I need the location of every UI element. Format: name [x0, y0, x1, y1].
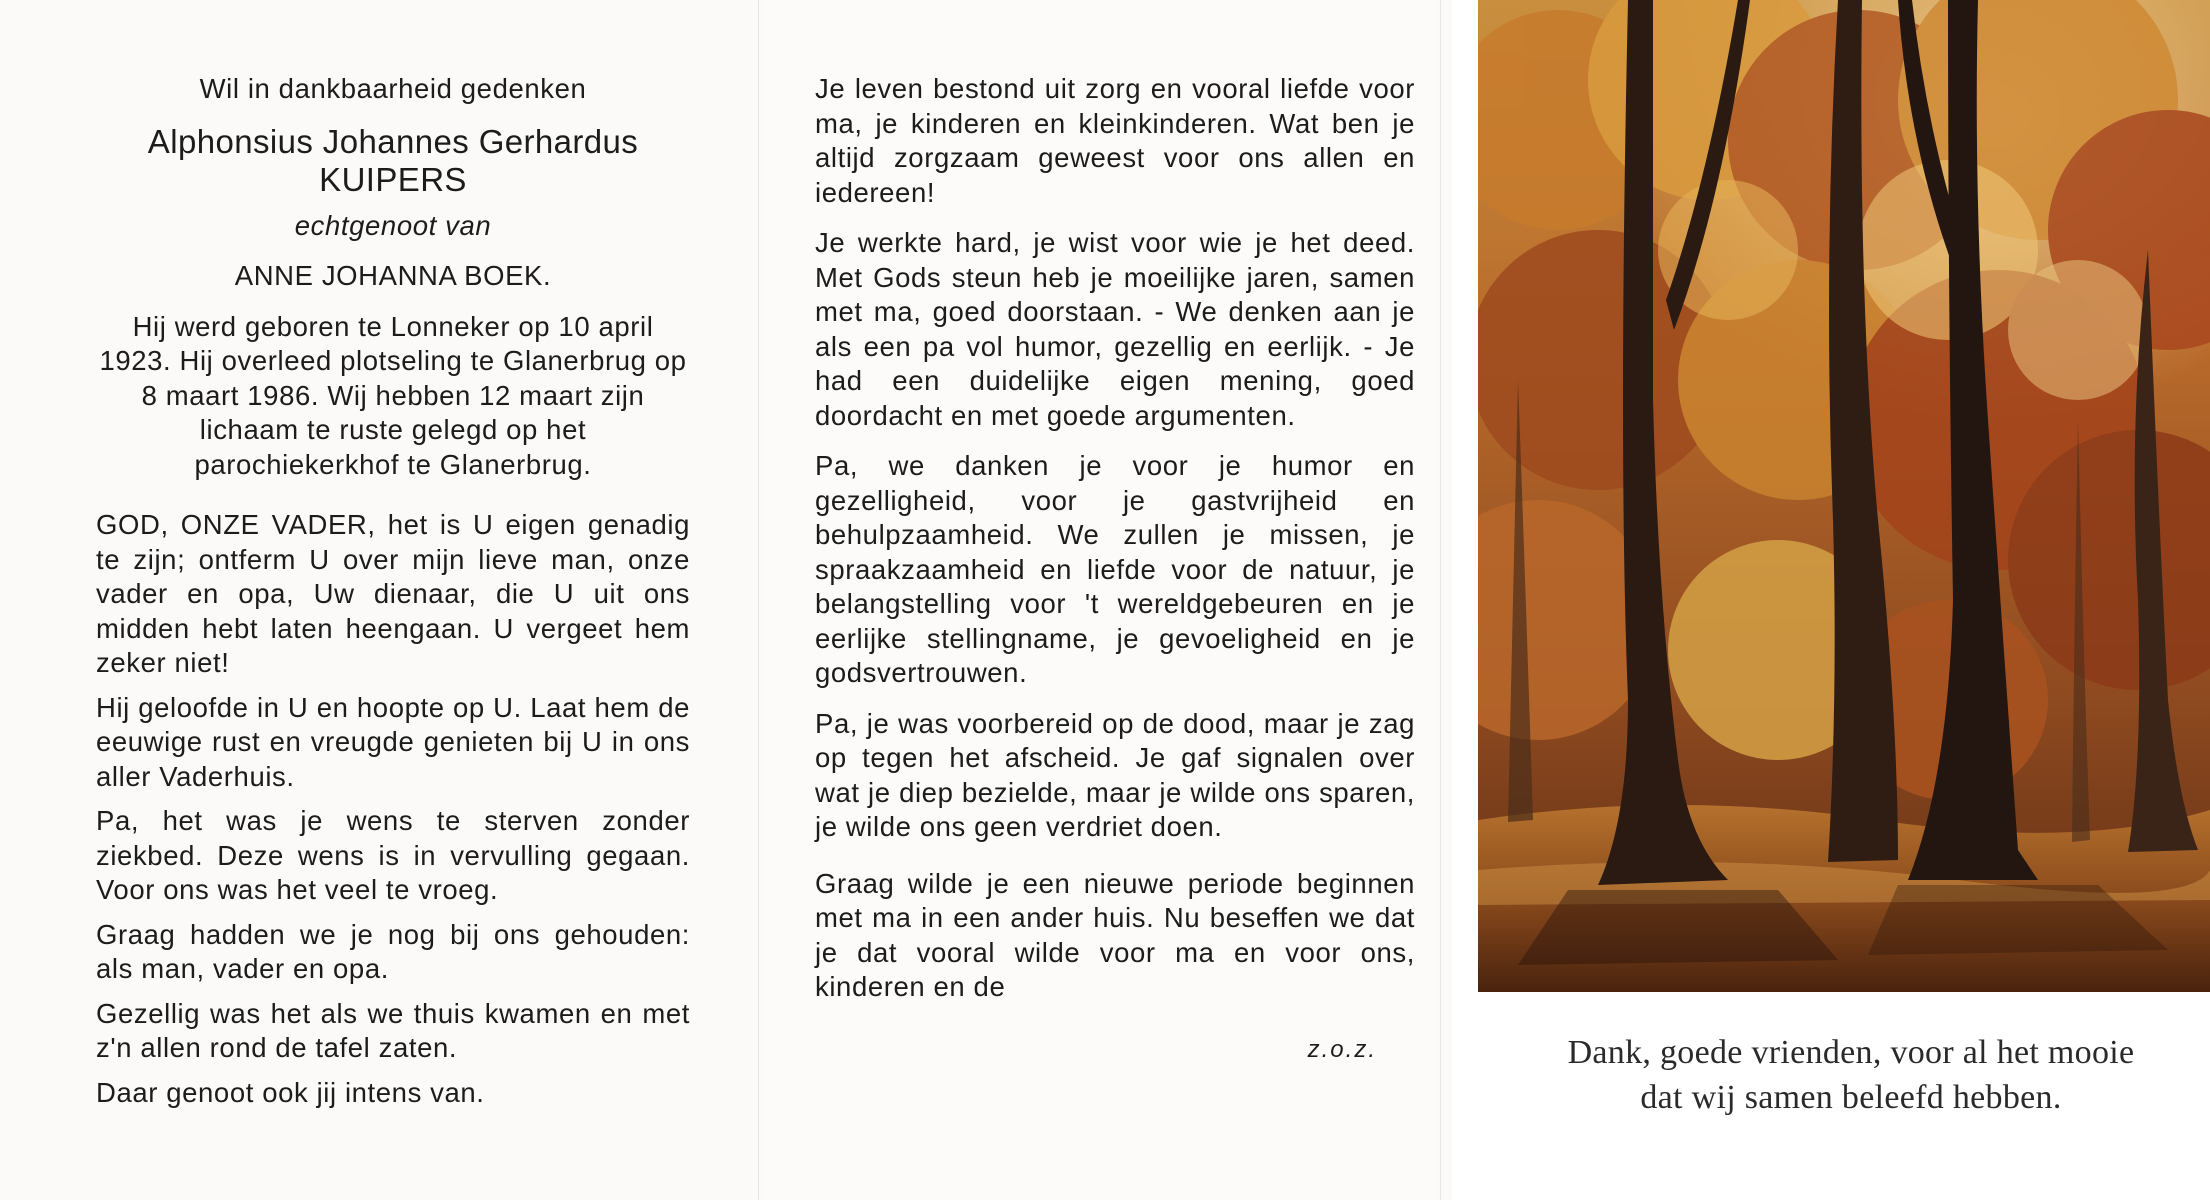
- intro-text: Wil in dankbaarheid gedenken: [199, 73, 587, 104]
- photo-caption: [1492, 1030, 2210, 1120]
- middle-paragraph-1: Je leven bestond uit zorg en vooral liefde voor ma, je kinderen en kleinkinderen. Wat ben je altijd zorgzaam geweest voor ons allen en iedereen!: [815, 73, 1415, 208]
- spouse-name: ANNE JOHANNA BOEK.: [234, 260, 552, 291]
- turn-over-note: z.o.z.: [1307, 1035, 1377, 1063]
- kept-paragraph: Graag hadden we je nog bij ons gehouden: als man, vader en opa.: [96, 918, 690, 984]
- deceased-name: Alphonsius Johannes Gerhardus: [147, 122, 639, 160]
- middle-paragraph-4: Pa, je was voorbereid op de dood, maar je zag op tegen het afscheid. Je gaf signalen over wat je diep bezielde, maar je wilde ons sparen, je wilde ons geen verdriet doen.: [815, 707, 1415, 842]
- autumn-forest-photo: [1478, 0, 2210, 992]
- middle-paragraph-5: Graag wilde je een nieuwe periode beginnen met ma in een ander huis. Nu beseffen we dat je dat vooral wilde voor ma en voor ons, kinderen en de: [815, 867, 1415, 1002]
- fold-line: [758, 0, 759, 1200]
- wish-paragraph: Pa, het was je wens te sterven zonder ziekbed. Deze wens is in vervulling gegaan. Voor ons was het veel te vroeg.: [96, 805, 690, 905]
- deceased-surname: KUIPERS: [319, 160, 467, 198]
- prayer-paragraph-2: Hij geloofde in U en hoopte op U. Laat hem de eeuwige rust en vreugde genieten bij U in ons aller Vaderhuis.: [96, 691, 690, 792]
- caption-line-1: Dank, goede vrienden, voor al het mooie: [1567, 1034, 2135, 1071]
- autumn-forest-icon: [1478, 0, 2210, 992]
- cozy-paragraph: Gezellig was het als we thuis kwamen en met z'n allen rond de tafel zaten.: [96, 997, 690, 1063]
- caption-line-2: dat wij samen beleefd hebben.: [1640, 1079, 2062, 1116]
- spouse-label: echtgenoot van: [294, 209, 492, 241]
- right-panel: [1452, 0, 2210, 1200]
- left-panel: [0, 0, 740, 1200]
- middle-paragraph-3: Pa, we danken je voor je humor en gezelligheid, voor je gastvrijheid en behulpzaamheid. We zullen je missen, je spraakzaamheid en liefde voor de natuur, je belangstelling voor 't wereldgebeuren en je eerlijke stellingname, je gevoeligheid en je godsvertrouwen.: [815, 450, 1415, 688]
- middle-panel: [765, 0, 1435, 1200]
- bio-paragraph: Hij werd geboren te Lonneker op 10 april 1923. Hij overleed plotseling te Glanerbrug op 8 maart 1986. Wij hebben 12 maart zijn lichaam te ruste gelegd op het parochiekerkhof te Glanerbrug.: [99, 310, 687, 480]
- prayer-paragraph: GOD, ONZE VADER, het is U eigen genadig te zijn; ontferm U over mijn lieve man, onze vader en opa, Uw dienaar, die U uit ons midden hebt laten heengaan. U vergeet hem zeker niet!: [96, 509, 690, 678]
- middle-paragraph-2: Je werkte hard, je wist voor wie je het deed. Met Gods steun heb je moeilijke jaren, samen met ma, goed doorstaan. - We denken aan je als een pa vol humor, gezellig en eerlijk. - Je had een duidelijke eigen mening, goed doordacht en met goede argumenten.: [815, 227, 1415, 431]
- closing-line: Daar genoot ook jij intens van.: [96, 1076, 485, 1108]
- fold-line-2: [1440, 0, 1441, 1200]
